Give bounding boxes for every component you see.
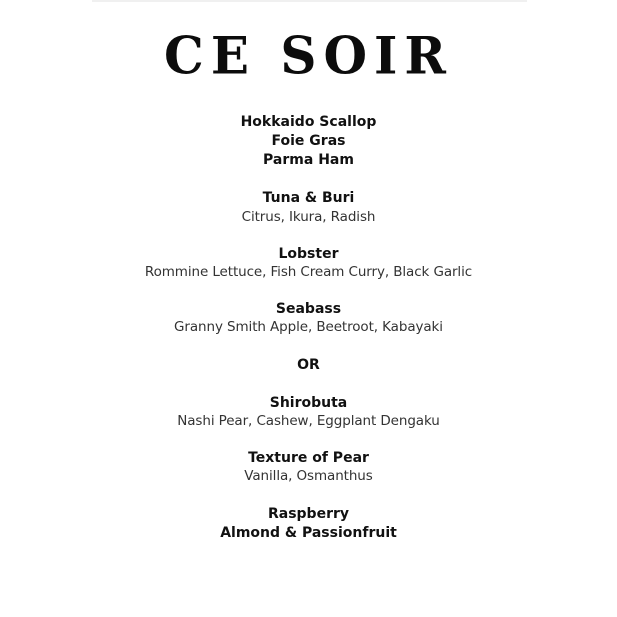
dish-description: Vanilla, Osmanthus: [244, 468, 373, 484]
dish-description: Citrus, Ikura, Radish: [241, 209, 376, 225]
dish-description: Rommine Lettuce, Fish Cream Curry, Black Garlic: [144, 264, 473, 280]
dish-name: Texture of Pear: [248, 450, 369, 466]
dish-name: Raspberry: [267, 506, 350, 522]
dish-name: Foie Gras: [271, 133, 346, 149]
or-separator: OR: [297, 357, 320, 373]
dish-name: Hokkaido Scallop: [240, 114, 377, 130]
menu-title: CE SOIR: [164, 25, 453, 86]
dish-description: Granny Smith Apple, Beetroot, Kabayaki: [174, 319, 443, 335]
dish-name: Shirobuta: [269, 395, 348, 411]
dish-description: Nashi Pear, Cashew, Eggplant Dengaku: [177, 413, 440, 429]
top-divider: [92, 0, 527, 2]
dish-name: Seabass: [275, 301, 342, 317]
dish-name: Lobster: [278, 246, 339, 262]
dish-name: Almond & Passionfruit: [220, 525, 397, 541]
dish-name: Tuna & Buri: [262, 190, 355, 206]
dish-name: Parma Ham: [263, 152, 354, 168]
